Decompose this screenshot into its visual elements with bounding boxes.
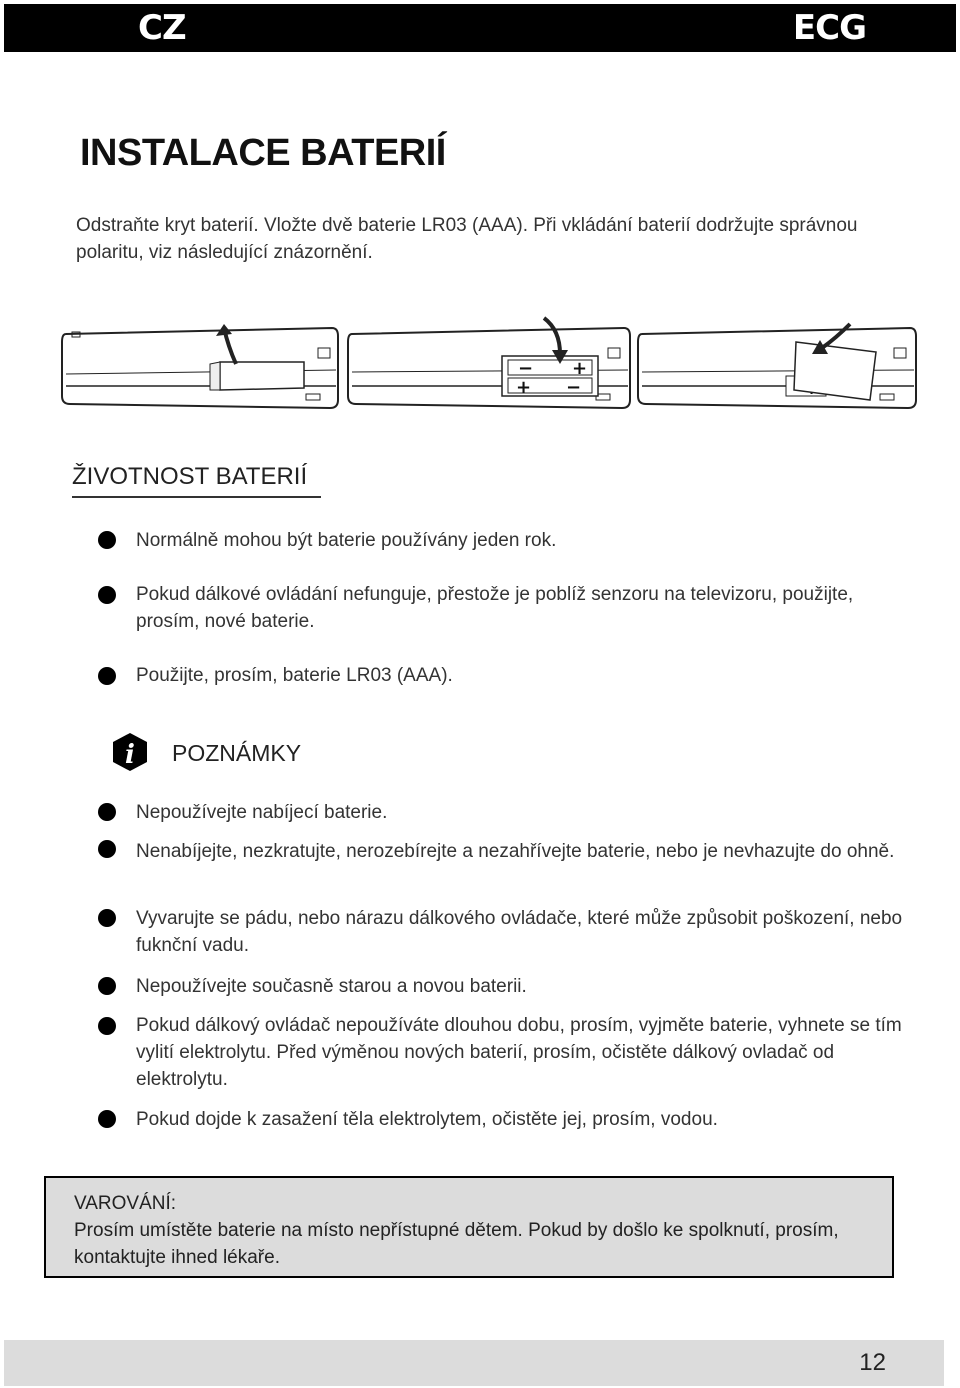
language-code: CZ: [138, 8, 186, 48]
battery-life-heading: ŽIVOTNOST BATERIÍ: [72, 463, 308, 490]
info-icon-letter: i: [125, 740, 135, 770]
bullet-icon: [98, 586, 116, 604]
warning-title: VAROVÁNÍ:: [74, 1193, 177, 1214]
remote-cover-removed-illustration: [60, 324, 342, 420]
remote-batteries-inserted-illustration: [346, 314, 634, 420]
bullet-icon: [98, 909, 116, 927]
plus-sign-2: +: [516, 377, 532, 398]
list-item-text: Nepoužívejte nabíjecí baterie.: [136, 802, 388, 823]
bullet-icon: [98, 1110, 116, 1128]
plus-sign-1: +: [572, 358, 588, 379]
page-number: 12: [859, 1349, 886, 1376]
list-item-text: Pokud dojde k zasažení těla elektrolytem, očistěte jej, prosím, vodou.: [136, 1109, 718, 1130]
remote-cover-replaced-illustration: [636, 316, 920, 420]
list-item-text: Normálně mohou být baterie používány jeden rok.: [136, 530, 557, 551]
notes-heading: POZNÁMKY: [172, 740, 302, 766]
warning-box: [44, 1176, 894, 1278]
bullet-icon: [98, 531, 116, 549]
brand-logo: ECG: [792, 8, 866, 48]
list-item-text: Použijte, prosím, baterie LR03 (AAA).: [136, 665, 453, 686]
list-item-text: Pokud dálkové ovládání nefunguje, přestože je poblíž senzoru na televizoru, použijte, prosím, nové baterie.: [136, 584, 854, 632]
bullet-icon: [98, 977, 116, 995]
header-bar: [4, 4, 956, 52]
list-item-text: Vyvarujte se pádu, nebo nárazu dálkového ovládače, které může způsobit poškození, nebo fuknční vadu.: [136, 908, 903, 956]
bullet-icon: [98, 667, 116, 685]
info-icon: [111, 732, 149, 772]
minus-sign-2: −: [566, 377, 582, 398]
footer-bar: [4, 1340, 944, 1386]
list-item-text: Pokud dálkový ovládač nepoužíváte dlouhou dobu, prosím, vyjměte baterie, vyhnete se tím vylití elektrolytu. Před výměnou nových baterií, prosím, očistěte dálkový ovladač od elektrolytu.: [136, 1015, 902, 1090]
bullet-icon: [98, 803, 116, 821]
warning-text: Prosím umístěte baterie na místo nepřístupné dětem. Pokud by došlo ke spolknutí, prosím, kontaktujte ihned lékaře.: [74, 1220, 839, 1268]
minus-sign-1: −: [518, 358, 534, 379]
intro-text: Odstraňte kryt baterií. Vložte dvě baterie LR03 (AAA). Při vkládání baterií dodržujte správnou polaritu, viz následující znázornění.: [76, 215, 858, 263]
bullet-icon: [98, 1017, 116, 1035]
page-title: INSTALACE BATERIÍ: [80, 132, 446, 174]
bullet-icon: [98, 840, 116, 858]
list-item-text: Nepoužívejte současně starou a novou baterii.: [136, 976, 527, 997]
heading-underline: [72, 496, 321, 498]
list-item-text: Nenabíjejte, nezkratujte, nerozebírejte a nezahřívejte baterie, nebo je nevhazujte do ohně.: [136, 841, 895, 862]
